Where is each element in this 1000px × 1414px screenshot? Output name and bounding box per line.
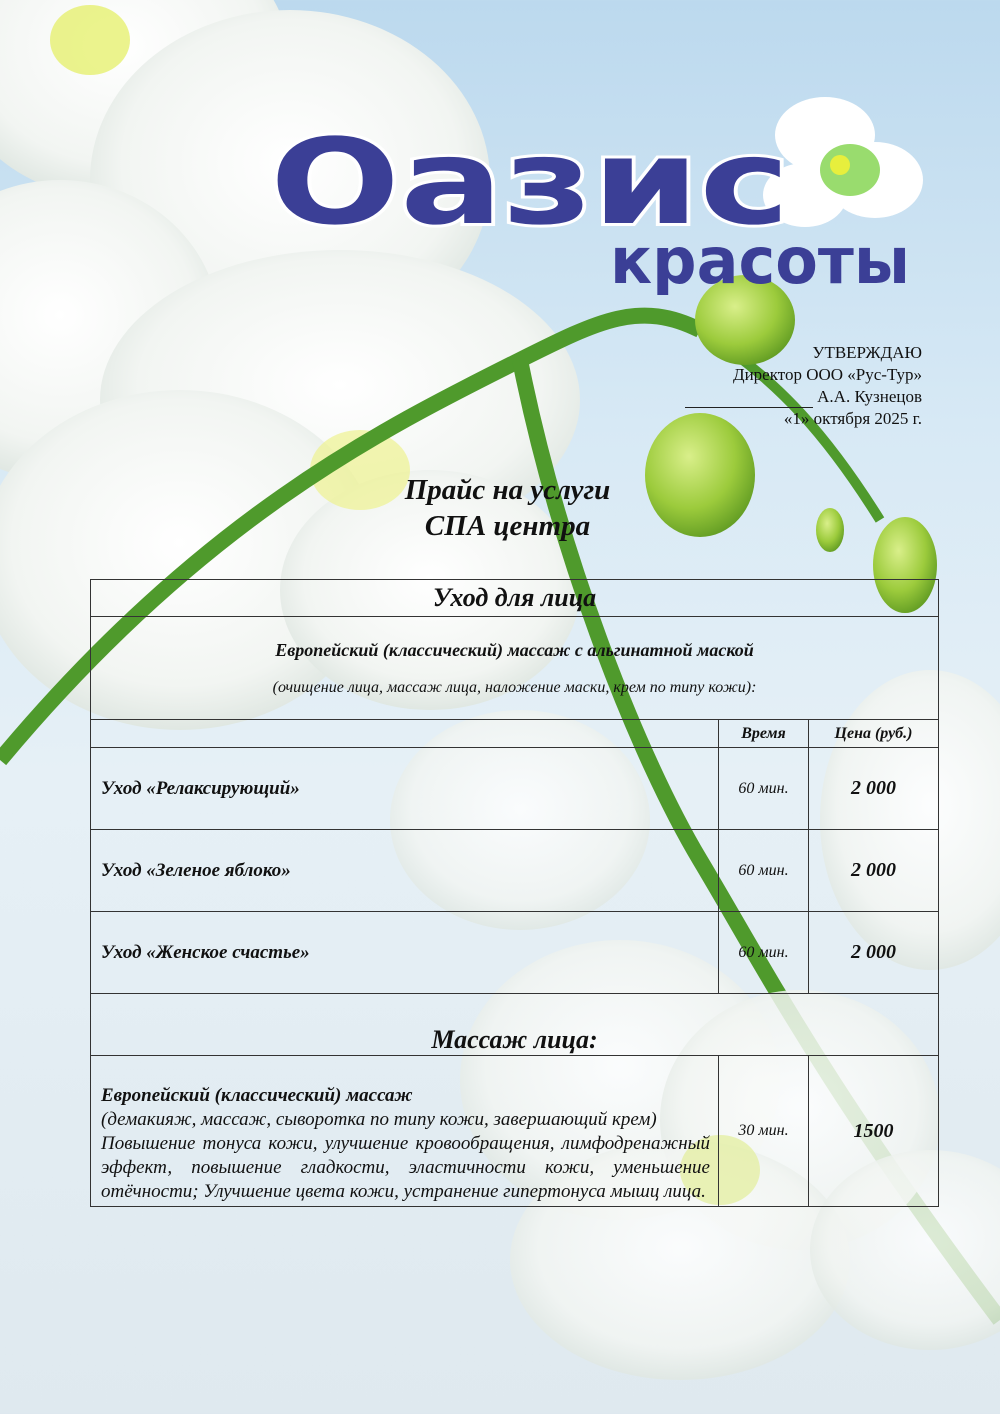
approval-date: «1» октября 2025 г. bbox=[783, 409, 922, 428]
brand-logo bbox=[265, 95, 925, 295]
service-price: 2 000 bbox=[809, 912, 939, 994]
column-header-price: Цена (руб.) bbox=[809, 720, 939, 748]
section-heading-face-massage: Массаж лица: bbox=[91, 994, 939, 1056]
massage-name: Европейский (классический) массаж bbox=[101, 1085, 413, 1106]
table-header-row bbox=[91, 720, 939, 748]
massage-note: (демакияж, массаж, сыворотка по типу кожи, завершающий крем) bbox=[101, 1109, 657, 1130]
approval-line1: УТВЕРЖДАЮ bbox=[812, 343, 922, 362]
massage-description-cell bbox=[91, 1056, 719, 1207]
approval-signature bbox=[685, 386, 922, 408]
service-time: 60 мин. bbox=[719, 748, 809, 830]
price-table bbox=[90, 579, 939, 1207]
header-empty bbox=[91, 720, 719, 748]
table-row bbox=[91, 830, 939, 912]
column-header-time: Время bbox=[719, 720, 809, 748]
table-row bbox=[91, 748, 939, 830]
approval-block bbox=[685, 342, 922, 430]
approval-line3: А.А. Кузнецов bbox=[817, 387, 922, 406]
service-name: Уход «Зеленое яблоко» bbox=[91, 830, 719, 912]
table-row bbox=[91, 1056, 939, 1207]
service-name: Уход «Релаксирующий» bbox=[91, 748, 719, 830]
service-price: 1500 bbox=[809, 1056, 939, 1207]
brand-name-line2: красоты bbox=[610, 225, 910, 295]
face-care-subnote: (очищение лица, массаж лица, наложение маски, крем по типу кожи): bbox=[272, 678, 757, 696]
massage-description: Повышение тонуса кожи, улучшение кровообращения, лимфодренажный эффект, повышение гладкости, эластичности кожи, уменьшение отёчности; Улучшение цвета кожи, устранение гипертонуса мышц лица. bbox=[101, 1133, 710, 1202]
service-time: 60 мин. bbox=[719, 830, 809, 912]
service-price: 2 000 bbox=[809, 830, 939, 912]
face-care-subheading: Европейский (классический) массаж с альгинатной маской bbox=[275, 639, 754, 660]
page-title bbox=[0, 472, 1000, 544]
service-time: 30 мин. bbox=[719, 1056, 809, 1207]
service-time: 60 мин. bbox=[719, 912, 809, 994]
signature-line bbox=[685, 391, 813, 408]
face-care-intro bbox=[91, 617, 939, 720]
title-line1: Прайс на услуги bbox=[404, 474, 611, 506]
service-price: 2 000 bbox=[809, 748, 939, 830]
service-name: Уход «Женское счастье» bbox=[91, 912, 719, 994]
title-line2: СПА центра bbox=[424, 510, 591, 542]
brand-name-line1: Оазис bbox=[270, 113, 790, 251]
table-row bbox=[91, 912, 939, 994]
approval-line2: Директор ООО «Рус-Тур» bbox=[732, 365, 922, 384]
section-heading-face-care: Уход для лица bbox=[91, 580, 939, 617]
